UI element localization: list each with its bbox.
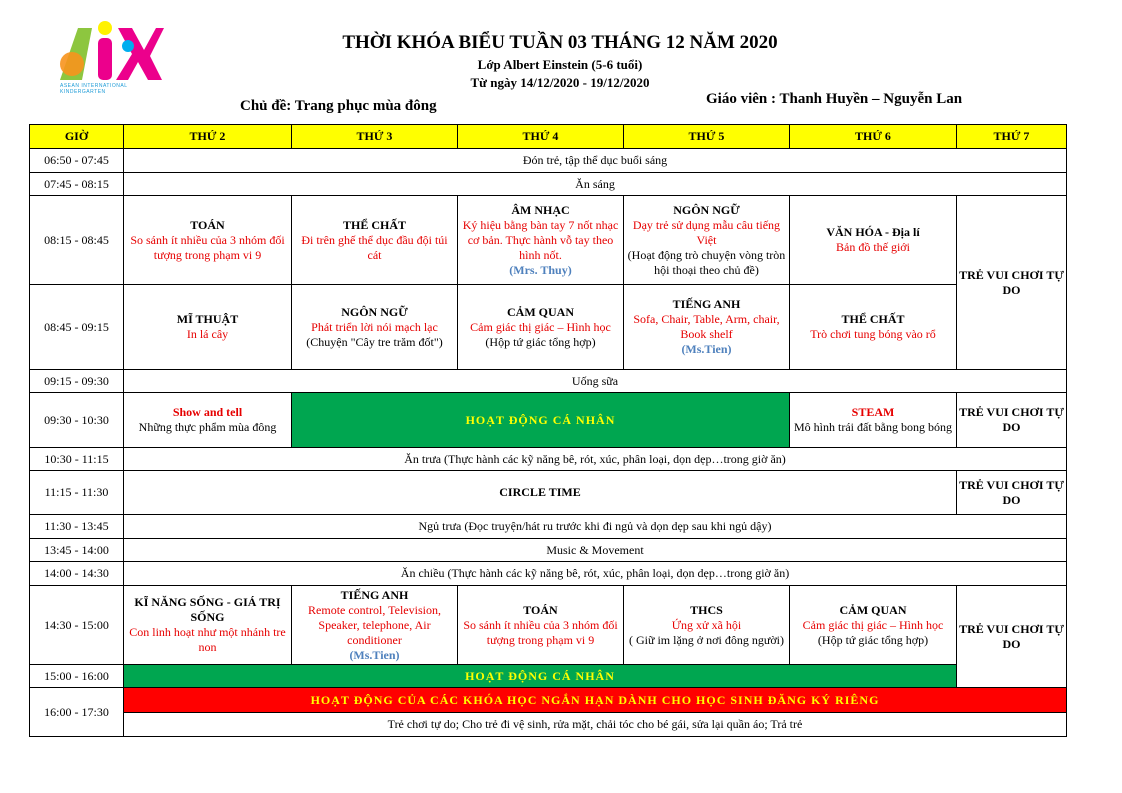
lesson-detail: So sánh ít nhiều của 3 nhóm đối tượng trong phạm vi 9 [463, 617, 618, 647]
activity-cell: Ngủ trưa (Đọc truyện/hát ru trước khi đi ngủ và dọn dẹp sau khi ngủ dậy) [124, 515, 1067, 539]
table-row [30, 393, 1067, 448]
free-play-cell: TRẺ VUI CHƠI TỰ DO [957, 393, 1067, 448]
lesson-subject: THỂ CHẤT [342, 217, 406, 232]
lesson-note: (Hộp tứ giác tổng hợp) [817, 632, 929, 647]
lesson-teacher: (Mrs. Thuy) [509, 262, 572, 277]
lesson-subject: STEAM [851, 405, 895, 419]
header-row [30, 125, 1067, 149]
table-row [30, 471, 1067, 515]
time-cell: 06:50 - 07:45 [30, 149, 124, 173]
time-cell: 14:00 - 14:30 [30, 562, 124, 586]
lesson-note: (Chuyện "Cây tre trăm đốt") [306, 334, 443, 349]
logo-tagline: ASEAN INTERNATIONAL KINDERGARTEN [60, 83, 128, 95]
individual-activity-cell: HOẠT ĐỘNG CÁ NHÂN [292, 393, 790, 448]
lesson-subject: CẢM QUAN [507, 304, 574, 319]
time-cell: 08:15 - 08:45 [30, 196, 124, 285]
col-header-sat: THỨ 7 [957, 125, 1067, 149]
date-range: Từ ngày 14/12/2020 - 19/12/2020 [470, 75, 650, 90]
time-cell: 14:30 - 15:00 [30, 586, 124, 665]
lesson-subject: TIẾNG ANH [672, 297, 741, 311]
lesson-subject: TIẾNG ANH [340, 587, 409, 602]
time-cell: 15:00 - 16:00 [30, 665, 124, 688]
lesson-note: ( Giữ im lặng ở nơi đông người) [628, 632, 785, 647]
activity-cell: Trẻ chơi tự do; Cho trẻ đi vệ sinh, rửa mặt, chải tóc cho bé gái, sửa lại quần áo; Trả trẻ [124, 713, 1067, 737]
table-row [30, 196, 1067, 285]
lesson-subject: MĨ THUẬT [176, 312, 239, 326]
lesson-note: (Hoạt động trò chuyện vòng tròn hội thoại theo chủ đề) [627, 247, 786, 277]
lesson-subject: NGÔN NGỮ [341, 304, 408, 319]
teacher-label: Giáo viên : Thanh Huyền – Nguyễn Lan [706, 91, 963, 107]
activity-cell: Ăn sáng [124, 173, 1067, 196]
time-cell: 11:30 - 13:45 [30, 515, 124, 539]
activity-cell: Uống sữa [124, 370, 1067, 393]
lesson-subject: KĨ NĂNG SỐNG - GIÁ TRỊ SỐNG [134, 595, 281, 624]
theme-label: Chủ đề: Trang phục mùa đông [240, 98, 437, 114]
lesson-cell [292, 285, 458, 370]
time-cell: 10:30 - 11:15 [30, 448, 124, 471]
lesson-cell [292, 586, 458, 665]
activity-cell: Music & Movement [124, 539, 1067, 562]
lesson-subject: TOÁN [190, 217, 225, 232]
table-row [30, 515, 1067, 539]
lesson-detail: Mô hình trái đất bằng bong bóng [794, 420, 952, 434]
lesson-cell [458, 586, 624, 665]
lesson-subject: ÂM NHẠC [511, 202, 570, 217]
lesson-cell [292, 196, 458, 285]
time-cell: 08:45 - 09:15 [30, 285, 124, 370]
activity-cell: Ăn chiều (Thực hành các kỹ năng bê, rót, xúc, phân loại, dọn dẹp…trong giờ ăn) [124, 562, 1067, 586]
time-cell: 09:15 - 09:30 [30, 370, 124, 393]
lesson-subject: Show and tell [172, 405, 243, 419]
lesson-detail: So sánh ít nhiều của 3 nhóm đối tượng trong phạm vi 9 [130, 232, 285, 262]
table-row [30, 562, 1067, 586]
free-play-cell: TRẺ VUI CHƠI TỰ DO [957, 196, 1067, 370]
lesson-cell [624, 285, 790, 370]
table-row [30, 448, 1067, 471]
lesson-teacher: (Ms.Tien) [681, 342, 732, 356]
lesson-cell [124, 586, 292, 665]
lesson-cell [790, 196, 957, 285]
table-row [30, 713, 1067, 737]
aik-logo-icon [58, 20, 164, 84]
lesson-subject: CẢM QUAN [839, 602, 907, 617]
time-cell: 13:45 - 14:00 [30, 539, 124, 562]
lesson-cell [790, 586, 957, 665]
lesson-note: (Hộp tứ giác tổng hợp) [485, 334, 596, 349]
lesson-detail: Ký hiệu bằng bàn tay 7 nốt nhạc cơ bản. Thực hành vỗ tay theo hình nốt. [462, 217, 619, 262]
table-row [30, 665, 1067, 688]
lesson-cell [458, 285, 624, 370]
time-cell: 07:45 - 08:15 [30, 173, 124, 196]
col-header-mon: THỨ 2 [124, 125, 292, 149]
class-name: Lớp Albert Einstein (5-6 tuổi) [477, 57, 643, 72]
page-title: THỜI KHÓA BIỂU TUẦN 03 THÁNG 12 NĂM 2020 [342, 32, 778, 53]
activity-cell: CIRCLE TIME [124, 471, 957, 515]
lesson-cell [124, 196, 292, 285]
table-row [30, 370, 1067, 393]
time-cell: 16:00 - 17:30 [30, 688, 124, 737]
lesson-cell [624, 196, 790, 285]
lesson-subject: TOÁN [523, 602, 558, 617]
lesson-cell [790, 393, 957, 448]
lesson-cell [458, 196, 624, 285]
lesson-detail: Đi trên ghế thể dục đầu đội túi cát [301, 232, 448, 262]
lesson-detail: Trò chơi tung bóng vào rổ [810, 327, 936, 341]
lesson-subject: THỂ CHẤT [841, 312, 905, 326]
free-play-cell: TRẺ VUI CHƠI TỰ DO [957, 586, 1067, 688]
lesson-subject: VĂN HÓA - Địa lí [826, 225, 920, 239]
lesson-detail: Ứng xử xã hội [671, 617, 742, 632]
lesson-teacher: (Ms.Tien) [349, 647, 400, 662]
table-row [30, 149, 1067, 173]
col-header-tue: THỨ 3 [292, 125, 458, 149]
col-header-fri: THỨ 6 [790, 125, 957, 149]
lesson-detail: Con linh hoạt như một nhánh tre non [129, 625, 286, 654]
lesson-subject: NGÔN NGỮ [673, 202, 740, 217]
col-header-time: GIỜ [30, 125, 124, 149]
lesson-detail: Cảm giác thị giác – Hình học [470, 319, 611, 334]
time-cell: 11:15 - 11:30 [30, 471, 124, 515]
school-logo [58, 20, 164, 100]
lesson-detail: In lá cây [186, 327, 229, 341]
lesson-cell [124, 393, 292, 448]
table-row [30, 173, 1067, 196]
lesson-cell [124, 285, 292, 370]
activity-cell: Đón trẻ, tập thể dục buổi sáng [124, 149, 1067, 173]
table-row [30, 539, 1067, 562]
lesson-detail: Dạy trẻ sử dụng mẫu câu tiếng Việt [632, 217, 781, 247]
short-course-banner: HOẠT ĐỘNG CỦA CÁC KHÓA HỌC NGẮN HẠN DÀNH CHO HỌC SINH ĐĂNG KÝ RIÊNG [124, 688, 1067, 713]
timetable [29, 124, 1067, 737]
col-header-wed: THỨ 4 [458, 125, 624, 149]
lesson-detail: Cảm giác thị giác – Hình học [802, 617, 944, 632]
col-header-thu: THỨ 5 [624, 125, 790, 149]
table-row [30, 586, 1067, 665]
lesson-cell [624, 586, 790, 665]
table-row [30, 285, 1067, 370]
lesson-detail: Phát triển lời nói mạch lạc [311, 319, 438, 334]
lesson-subject: THCS [690, 602, 723, 617]
time-cell: 09:30 - 10:30 [30, 393, 124, 448]
free-play-cell: TRẺ VUI CHƠI TỰ DO [957, 471, 1067, 515]
lesson-cell [790, 285, 957, 370]
lesson-detail: Sofa, Chair, Table, Arm, chair, Book shelf [633, 312, 780, 341]
activity-cell: Ăn trưa (Thực hành các kỹ năng bê, rót, xúc, phân loại, dọn dẹp…trong giờ ăn) [124, 448, 1067, 471]
lesson-detail: Bản đồ thế giới [835, 240, 910, 254]
individual-activity-cell: HOẠT ĐỘNG CÁ NHÂN [124, 665, 957, 688]
table-row [30, 688, 1067, 713]
lesson-detail: Những thực phẩm mùa đông [138, 420, 277, 434]
lesson-detail: Remote control, Television, Speaker, telephone, Air conditioner [308, 602, 441, 647]
